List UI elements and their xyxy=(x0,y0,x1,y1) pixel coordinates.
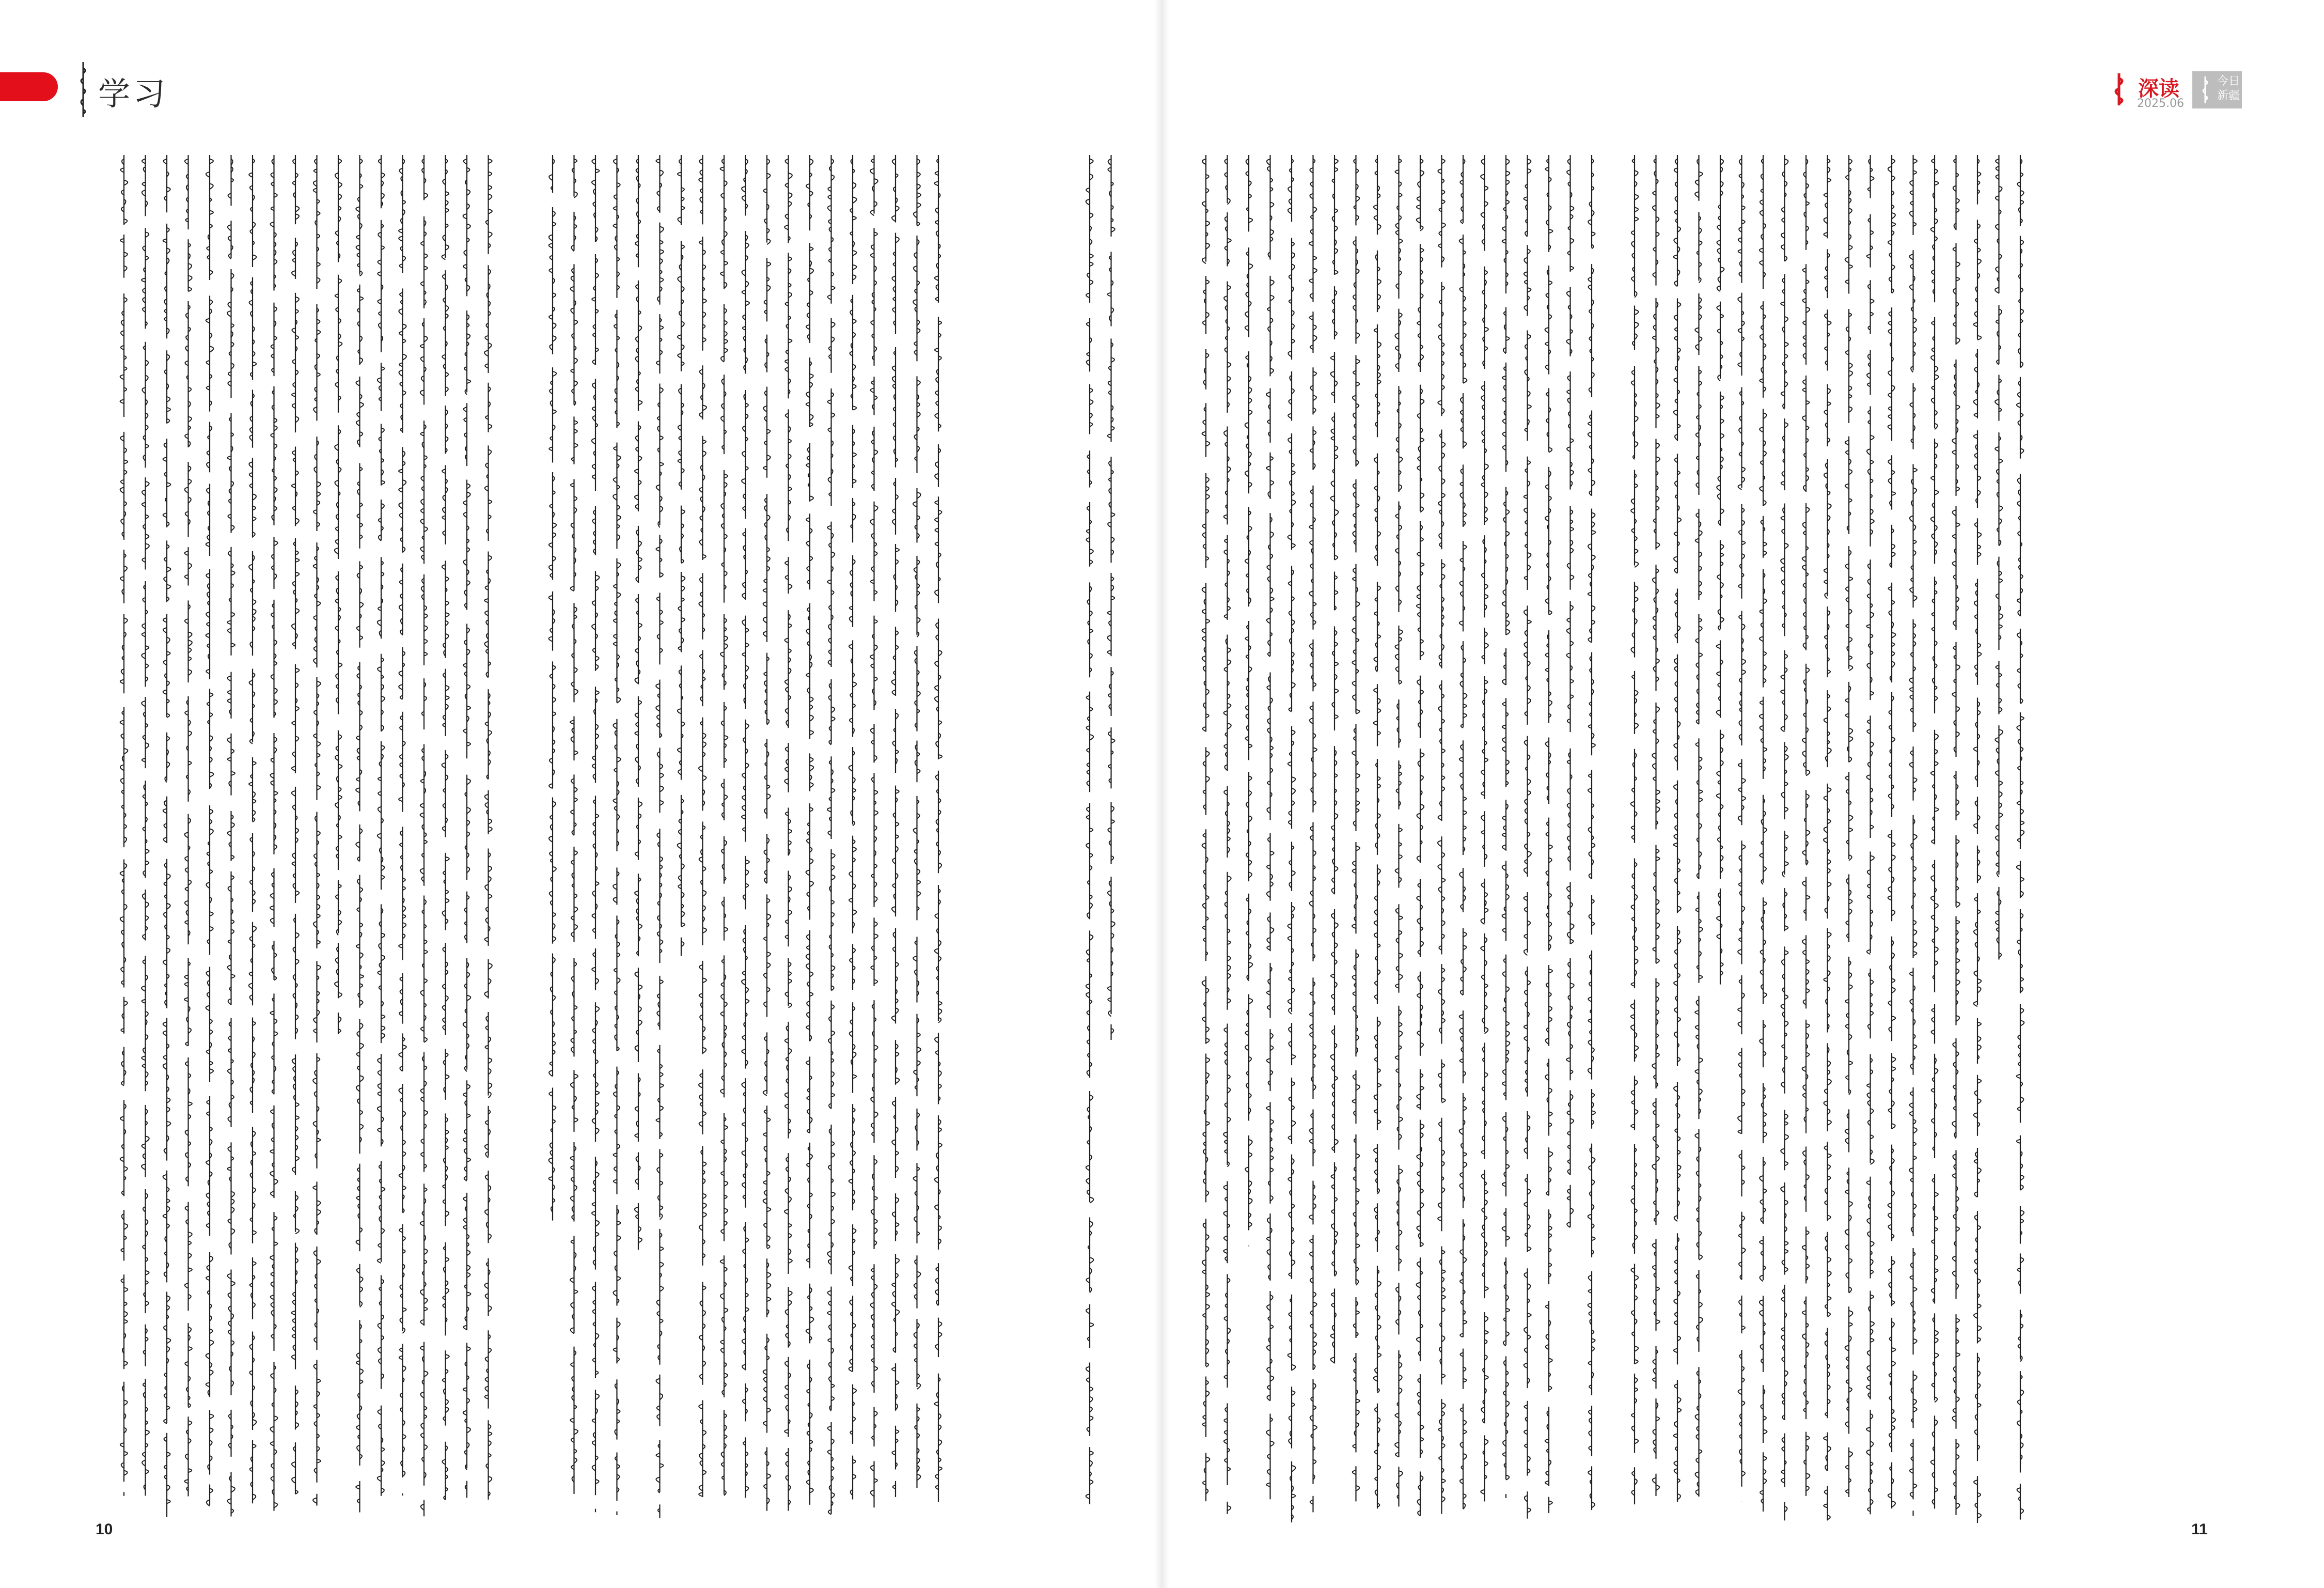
text-column xyxy=(570,155,578,1494)
text-column xyxy=(420,155,428,1516)
text-column xyxy=(1352,155,1360,1501)
text-column xyxy=(313,155,321,1506)
magazine-logo xyxy=(2192,71,2242,108)
text-column xyxy=(1695,155,1703,1497)
text-column xyxy=(1223,155,1231,1514)
text-column xyxy=(1566,155,1574,1227)
text-column xyxy=(120,155,128,1496)
text-column xyxy=(1802,155,1810,1496)
text-column xyxy=(1524,155,1531,1519)
text-column xyxy=(335,155,342,1034)
section-title: 学习 xyxy=(98,75,169,113)
mongolian-text-columns xyxy=(108,155,961,1524)
page-number: 10 xyxy=(96,1521,113,1538)
text-column xyxy=(678,155,685,956)
text-column xyxy=(442,155,449,1500)
text-column xyxy=(1395,155,1403,1506)
text-column xyxy=(1974,155,1982,1523)
text-column xyxy=(1888,155,1896,1508)
text-column xyxy=(1202,155,1210,1501)
masthead-name: 深读 xyxy=(2138,77,2179,101)
text-column xyxy=(892,155,900,1497)
text-column xyxy=(1374,155,1381,1508)
text-column xyxy=(1245,155,1253,1246)
issue-date: 2025.06 xyxy=(2137,97,2184,110)
text-column xyxy=(270,155,278,1511)
text-column xyxy=(1331,155,1339,1363)
text-column xyxy=(1717,155,1724,985)
text-column xyxy=(1652,155,1660,1496)
text-column xyxy=(549,155,557,1221)
text-column xyxy=(227,155,235,1517)
mongolian-text-columns-inner xyxy=(1069,155,1141,1524)
text-column xyxy=(399,155,406,1496)
text-column xyxy=(1417,155,1424,1516)
text-column xyxy=(870,155,878,1507)
text-column xyxy=(699,155,706,1497)
text-column xyxy=(827,155,835,1515)
text-column xyxy=(142,155,149,1496)
logo-text: 今日 新疆 xyxy=(2217,75,2240,102)
text-column xyxy=(656,155,664,1518)
text-column xyxy=(806,155,814,1505)
logo-mongolian-mark xyxy=(2196,75,2214,104)
text-column xyxy=(935,155,943,1502)
mongolian-text-columns xyxy=(1190,155,2037,1524)
text-column xyxy=(1866,155,1874,1514)
text-column xyxy=(1909,155,1917,1516)
text-column xyxy=(1459,155,1467,1509)
text-column xyxy=(1481,155,1488,1502)
text-column xyxy=(463,155,471,1498)
text-column xyxy=(1760,155,1767,1512)
text-column xyxy=(1107,155,1114,1040)
text-column xyxy=(1438,155,1446,1514)
section-tab xyxy=(0,72,58,101)
mongolian-section-label xyxy=(77,61,89,118)
text-column xyxy=(484,155,492,1500)
text-column xyxy=(206,155,214,1506)
text-column xyxy=(292,155,300,1494)
text-column xyxy=(1931,155,1939,1508)
text-column xyxy=(1288,155,1296,1522)
text-column xyxy=(1266,155,1274,1499)
text-column xyxy=(849,155,857,1499)
text-column xyxy=(592,155,600,1512)
text-column xyxy=(720,155,728,1496)
text-column xyxy=(1995,155,2003,960)
masthead-mark xyxy=(2109,71,2129,107)
text-column xyxy=(356,155,364,1513)
text-column xyxy=(763,155,771,1511)
text-column xyxy=(163,155,171,1517)
text-column xyxy=(635,155,642,1250)
text-column xyxy=(378,155,385,1496)
text-column xyxy=(249,155,257,1503)
text-column xyxy=(1824,155,1831,1520)
text-column xyxy=(1781,155,1788,1520)
text-column xyxy=(1309,155,1317,1512)
right-page xyxy=(1162,0,2324,1588)
text-column xyxy=(1845,155,1853,1497)
text-column xyxy=(742,155,749,1498)
text-column xyxy=(1952,155,1960,1515)
text-column xyxy=(1502,155,1510,1498)
text-column xyxy=(1738,155,1746,1502)
text-column xyxy=(1086,155,1094,1504)
text-column xyxy=(613,155,621,1515)
text-column xyxy=(184,155,192,1497)
text-column xyxy=(1631,155,1639,1504)
text-column xyxy=(913,155,921,1488)
text-column xyxy=(1674,155,1682,1502)
text-column xyxy=(1545,155,1553,1513)
text-column xyxy=(1588,155,1596,1510)
page-number: 11 xyxy=(2191,1521,2208,1538)
text-column xyxy=(2017,155,2024,1520)
text-column xyxy=(784,155,792,1511)
